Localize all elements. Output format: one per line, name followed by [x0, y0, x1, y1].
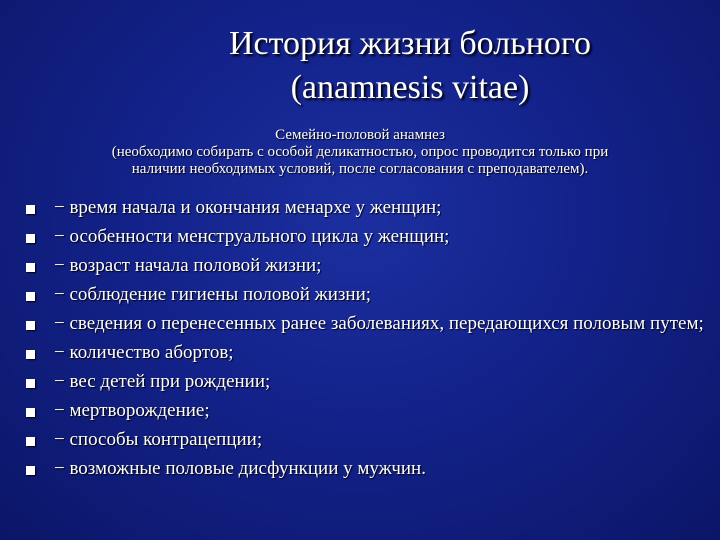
list-item [26, 314, 706, 334]
square-bullet-icon [26, 408, 35, 417]
list-item [26, 343, 706, 363]
list-item [26, 430, 706, 450]
list-item [26, 256, 706, 276]
title-line-2: (anamnesis vitae) [290, 69, 530, 106]
square-bullet-icon [26, 292, 35, 301]
bullet-list [26, 198, 706, 488]
square-bullet-icon [26, 437, 35, 446]
square-bullet-icon [26, 205, 35, 214]
list-item-text: − способы контрацепции; [54, 429, 263, 450]
subtitle-line-1: Семейно-половой анамнез [275, 127, 445, 143]
list-item [26, 285, 706, 305]
list-item-text: − вес детей при рождении; [54, 371, 271, 392]
list-item-text: − сведения о перенесенных ранее заболеваниях, передающихся половым путем; [54, 313, 704, 334]
list-item [26, 227, 706, 247]
title-line-1: История жизни больного [228, 25, 591, 62]
list-item-text: − особенности менструального цикла у женщин; [54, 226, 450, 247]
subtitle-line-2: (необходимо собирать с особой деликатностью, опрос проводится только при [111, 144, 609, 160]
list-item [26, 459, 706, 479]
list-item-text: − время начала и окончания менархе у женщин; [54, 197, 442, 218]
list-item-text: − возраст начала половой жизни; [54, 255, 322, 276]
list-item-text: − мертворождение; [54, 400, 210, 421]
square-bullet-icon [26, 466, 35, 475]
list-item-text: − возможные половые дисфункции у мужчин. [54, 458, 426, 479]
subtitle-line-3: наличии необходимых условий, после согласования с преподавателем). [131, 161, 589, 177]
slide-subtitle [20, 127, 700, 178]
square-bullet-icon [26, 234, 35, 243]
list-item [26, 198, 706, 218]
list-item-text: − количество абортов; [54, 342, 234, 363]
square-bullet-icon [26, 350, 35, 359]
square-bullet-icon [26, 321, 35, 330]
square-bullet-icon [26, 263, 35, 272]
list-item [26, 401, 706, 421]
list-item [26, 372, 706, 392]
slide-title [100, 22, 720, 110]
square-bullet-icon [26, 379, 35, 388]
list-item-text: − соблюдение гигиены половой жизни; [54, 284, 372, 305]
